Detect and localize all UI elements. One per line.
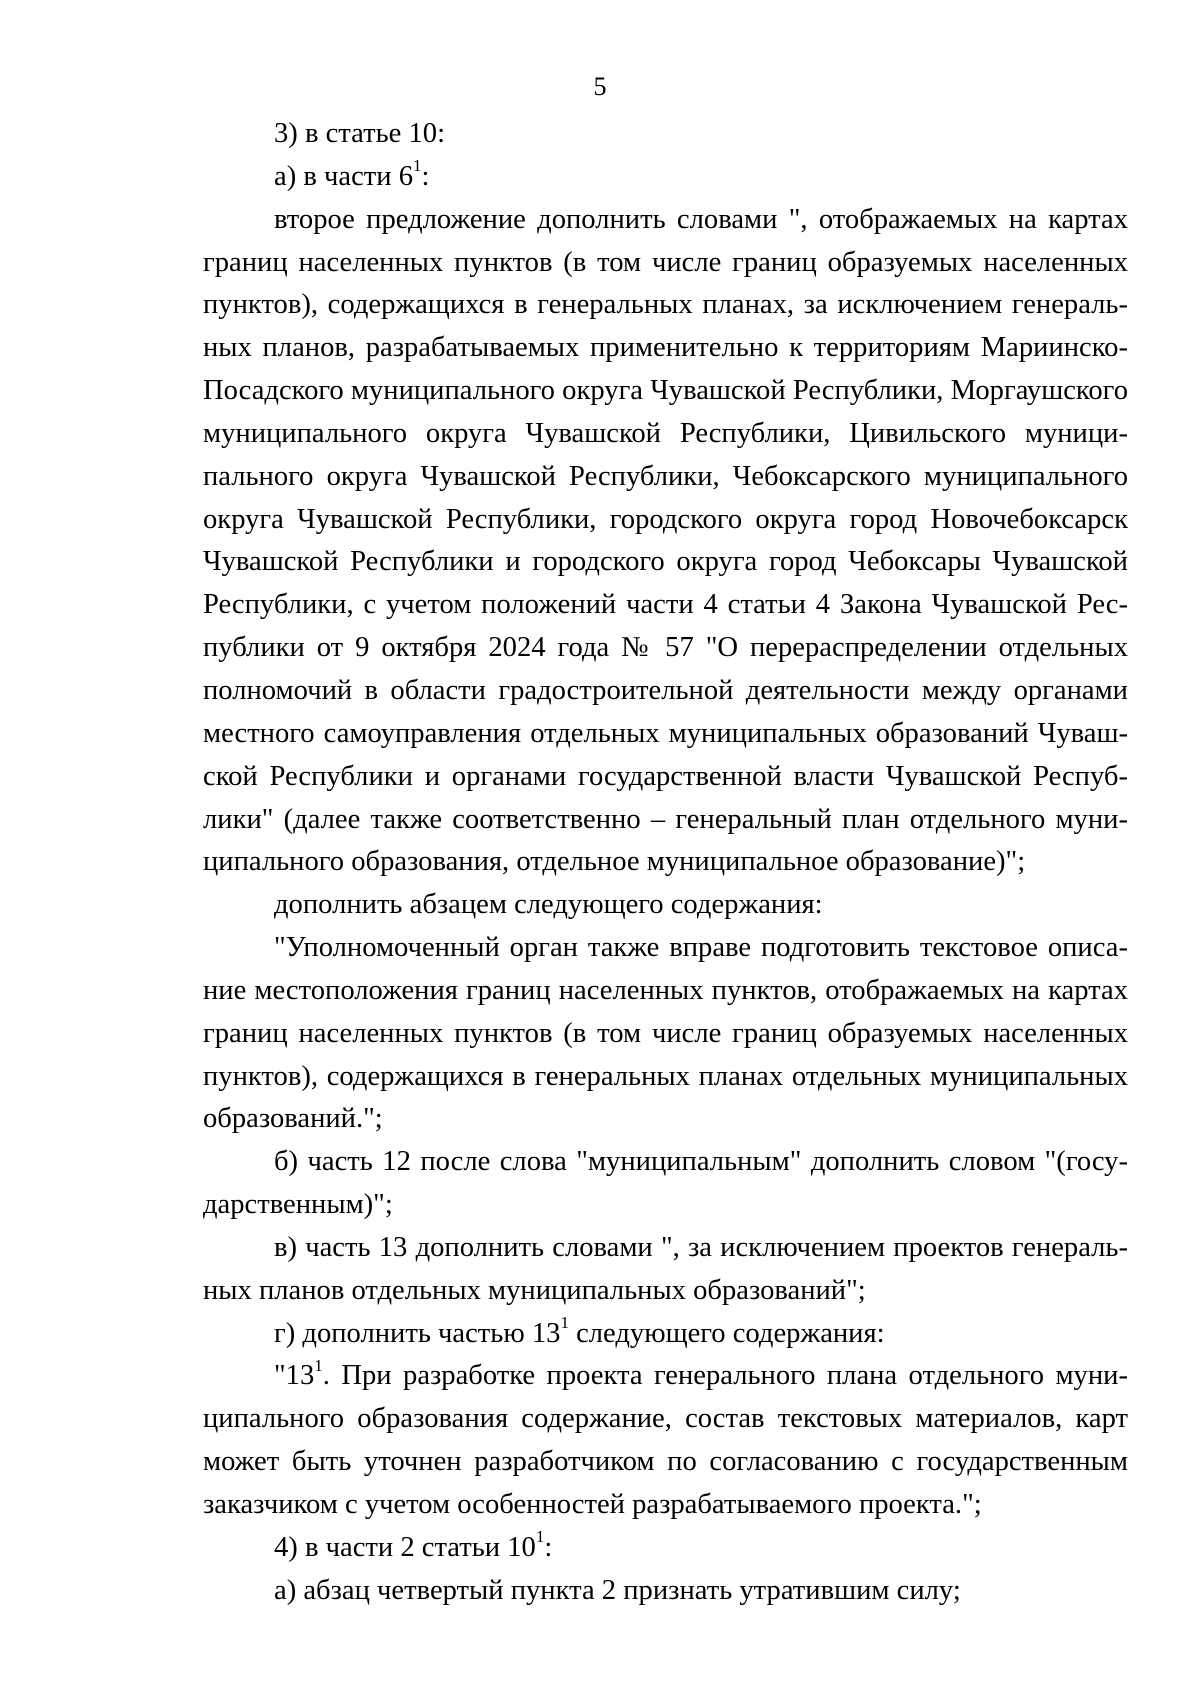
superscript: 1 — [314, 1355, 323, 1375]
paragraph-part-6-1: а) в части $6^1$: — [274, 156, 430, 192]
superscript: 1 — [560, 1313, 569, 1333]
paragraph-authorized-body: "Уполномоченный орган также вправе подготовить текстовое описание местоположения границ населенных пунктов, отображаемых на картах границ населенных пунктов (в том числе границ образуемых населенных пунктов), содержащихся в генеральных планах отдельных муниципальных образований."; — [203, 932, 1128, 1135]
paragraph-part-13-1-text: "$13^1$. При разработке проекта генерального плана отдельного муниципального образования содержание, состав текстовых материалов, карт может быть уточнен разработчиком по согласованию с государственным заказчиком с учетом особенностей разрабатываемого проекта."; — [203, 1355, 1128, 1520]
superscript: 1 — [535, 1527, 545, 1547]
paragraph-add-abzac: дополнить абзацем следующего содержания: — [274, 889, 823, 921]
page-number: 5 — [593, 72, 607, 101]
superscript: 1 — [413, 156, 422, 176]
paragraph-article-10: 3) в статье 10: — [274, 118, 446, 149]
document-body — [203, 113, 1128, 1613]
paragraph-article-10-1: 4) в части 2 статьи $10^1$: — [274, 1527, 553, 1563]
paragraph-part-13: в) часть 13 дополнить словами ", за исключением проектов генеральных планов отдельных муниципальных образований"; — [203, 1231, 1128, 1306]
paragraph-part-12: б) часть 12 после слова "муниципальным" дополнить словом "(государственным)"; — [203, 1146, 1128, 1221]
paragraph-add-part-13-1: г) дополнить частью $13^1$ следующего содержания: — [274, 1313, 885, 1349]
paragraph-second-sentence: второе предложение дополнить словами ", отображаемых на картах границ населенных пунктов (в том числе границ образуемых населенных пунктов), содержащихся в генеральных планах, за исключением генеральных планов, разрабатываемых применительно к территориям Мариинско-Посадского муниципального округа Чувашской Республики, Моргаушского муниципального округа Чувашской Республики, Цивильского муниципального округа Чувашской Республики, Чебоксарского муниципального округа Чувашской Республики, городского округа город Новочебоксарск Чувашской Республики и городского округа город Чебоксары Чувашской Республики, с учетом положений части 4 статьи 4 Закона Чувашской Республики от 9 октября 2024 года № 57 "О перераспределении отдельных полномочий в области градостроительной деятельности между органами местного самоуправления отдельных муниципальных образований Чувашской Республики и органами государственной власти Чувашской Республики" (далее также соответственно – генеральный план отдельного муниципального образования, отдельное муниципальное образование)"; — [203, 203, 1128, 878]
paragraph-abzac-fourth: а) абзац четвертый пункта 2 признать утратившим силу; — [274, 1574, 961, 1606]
